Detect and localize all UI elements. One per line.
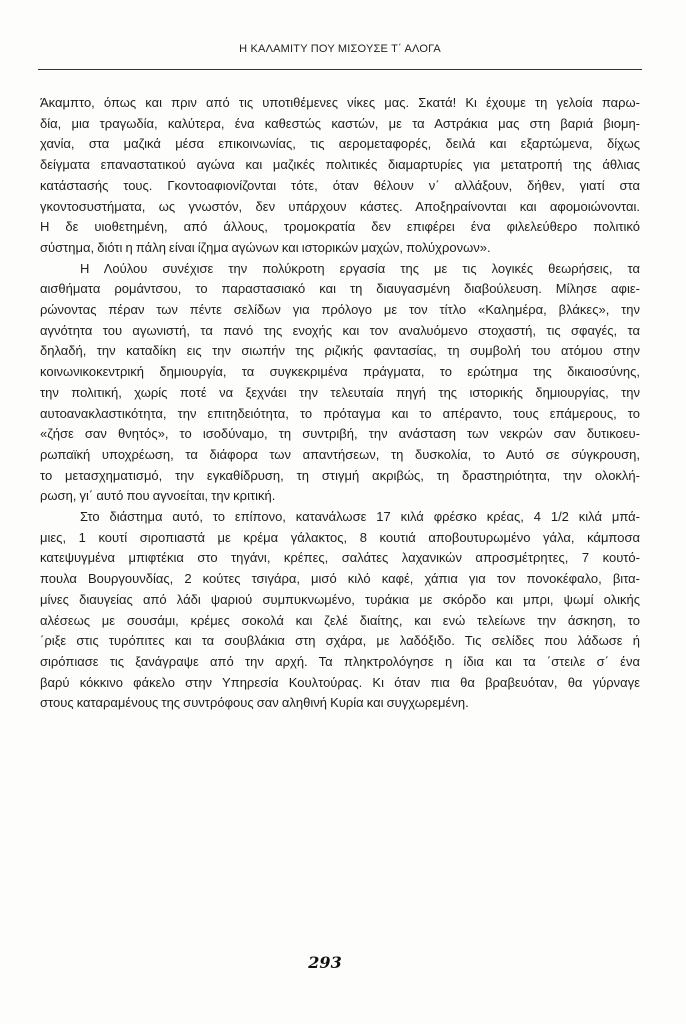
page-number: 293: [308, 953, 342, 972]
text-line: γκοντοσυστήματα, ως γνωστόν, δεν υπάρχουν κάστες. Αποξηραίνονται και αφομοιώνονται.: [40, 198, 640, 214]
text-line: ρωση, γι΄ αυτό που αγνοείται, την κριτική.: [40, 488, 276, 504]
text-line: το μετασχηματισμό, την εγκαθίδρυση, τη στιγμή ακριβώς, τη δραστηριότητα, την ολοκλή-: [40, 467, 640, 483]
text-line: βαρύ κόκκινο φάκελο στην Υπηρεσία Κουλτούρας. Κι όταν πια θα βραβευόταν, θα γύρναγε: [40, 674, 640, 690]
text-line: Η Λούλου συνέχισε την πολύκροτη εργασία της με τις λογικές θεωρήσεις, τα: [80, 260, 640, 276]
text-line: αλέσεως με σουσάμι, κρέμες σοκολά και ζελέ διαίτης, και ενώ τελείωνε την άσκηση, το: [40, 612, 640, 628]
body-text: [40, 93, 640, 714]
text-line: Η δε υιοθετημένη, από άλλους, τρομοκρατία δεν επιφέρει ένα φιλελεύθερο πολιτικό: [40, 219, 640, 235]
header-rule: [38, 69, 642, 70]
text-line: ρώνοντας πέραν των πέντε σελίδων για πρόλογο με τον τίτλο «Καλημέρα, βλάκες», την: [40, 302, 640, 318]
paragraph-3: [40, 507, 640, 714]
text-line: αυτοανακλαστικότητα, την επιτηδειότητα, το πρόταγμα και το απέραντο, τους επάμερους, το: [40, 405, 640, 421]
paragraph-2: [40, 259, 640, 507]
text-line: κατάστασής τους. Γκοντοαφιονίζονται τότε, όταν θέλουν ν΄ αλλάξουν, δήθεν, γιατί στα: [40, 177, 640, 193]
text-line: Στο διάστημα αυτό, το επίπονο, κατανάλωσε 17 κιλά φρέσκο κρέας, 4 1/2 κιλά μπά-: [80, 509, 640, 525]
text-line: μίνες διαυγείας από λάδι ψαριού συμπυκνωμένο, τυράκια με σκόρδο και μπρι, ψωμί ολικής: [40, 591, 640, 607]
running-head-title: Η ΚΑΛΑΜΙΤΥ ΠΟΥ ΜΙΣΟΥΣΕ Τ΄ ΑΛΟΓΑ: [239, 43, 441, 55]
text-line: Άκαμπτο, όπως και πριν από τις υποτιθέμενες νίκες μας. Σκατά! Κι έχουμε τη γελοία παρω-: [40, 95, 640, 110]
text-line: αισθήματα ρομάντσου, το παραστασιακό και τη διαυγασμένη διαβούλευση. Μίλησε αφιε-: [40, 281, 640, 297]
text-line: μιες, 1 κουτί σιροπιαστά με κρέμα γάλακτος, 8 κουτιά αποβουτυρωμένο γάλα, κάμποσα: [40, 529, 640, 545]
text-line: αγνότητα του αγωνιστή, τα πανό της ενοχής και τον αναλυόμενο στοχαστή, τις σφαγές, τα: [40, 322, 640, 338]
text-line: σιρόπιασε τις ξανάγραψε από την αρχή. Τα πληκτρολόγησε η ίδια και τα ΄στειλε σ΄ ένα: [40, 653, 640, 669]
text-line: στους καταραμένους της συντρόφους σαν αληθινή Κυρία και συγχωρεμένη.: [40, 695, 469, 711]
text-line: ρωπαϊκή υποχρέωση, τα διάφορα των απαντήσεων, τη δυσκολία, το Αυτό σε σύγκρουση,: [40, 446, 640, 462]
text-line: «ζήσε σαν θνητός», το ισοδύναμο, τη συντριβή, την ανάσταση των νεκρών σαν δυτικοευ-: [40, 426, 640, 442]
paragraph-1: [40, 93, 640, 259]
text-line: την πολιτική, χωρίς ποτέ να ξεχνάει την τελευταία πηγή της ιστορικής δημιουργίας, την: [40, 384, 640, 400]
text-line: ΄ριξε στις τυρόπιτες και τα σουβλάκια στη σχάρα, με λαδόξιδο. Τις σελίδες που λάδωσε ή: [40, 633, 640, 649]
text-line: σύστημα, διότι η πάλη είναι ίζημα αγώνων και ιστορικών μαχών, πολύχρονων».: [40, 239, 491, 255]
text-line: δία, μια τραγωδία, καλύτερα, ένα καθεστώς καστών, με τα Αστράκια μας στη βαριά βιομη-: [40, 115, 640, 131]
text-line: δηλαδή, την καταδίκη εις την σιωπήν της ριζικής φαντασίας, τη συμβολή του ατόμου στην: [40, 343, 640, 359]
text-line: πουλα Βουργουνδίας, 2 κούτες τσιγάρα, μισό κιλό καφέ, χάπια για τον πονοκέφαλο, βιτα-: [40, 571, 640, 587]
text-line: κατεψυγμένα μπιφτέκια στο τηγάνι, κρέπες, σαλάτες λαχανικών απροσμέτρητες, 7 κουτό-: [40, 550, 640, 566]
text-line: δείγματα επαναστατικού αγώνα και μαζικές πολιτικές διαμαρτυρίες για μετατροπή της άθλιας: [40, 157, 640, 173]
text-line: χανία, στα μαζικά μέσα επικοινωνίας, τις αερομεταφορές, δειλά και εξαρτώμενα, δίχως: [40, 136, 640, 152]
text-line: κοινωνικοκεντρική δημιουργία, τα συγκεκριμένα πράγματα, το ερώτημα της δικαιοσύνης,: [40, 364, 640, 380]
